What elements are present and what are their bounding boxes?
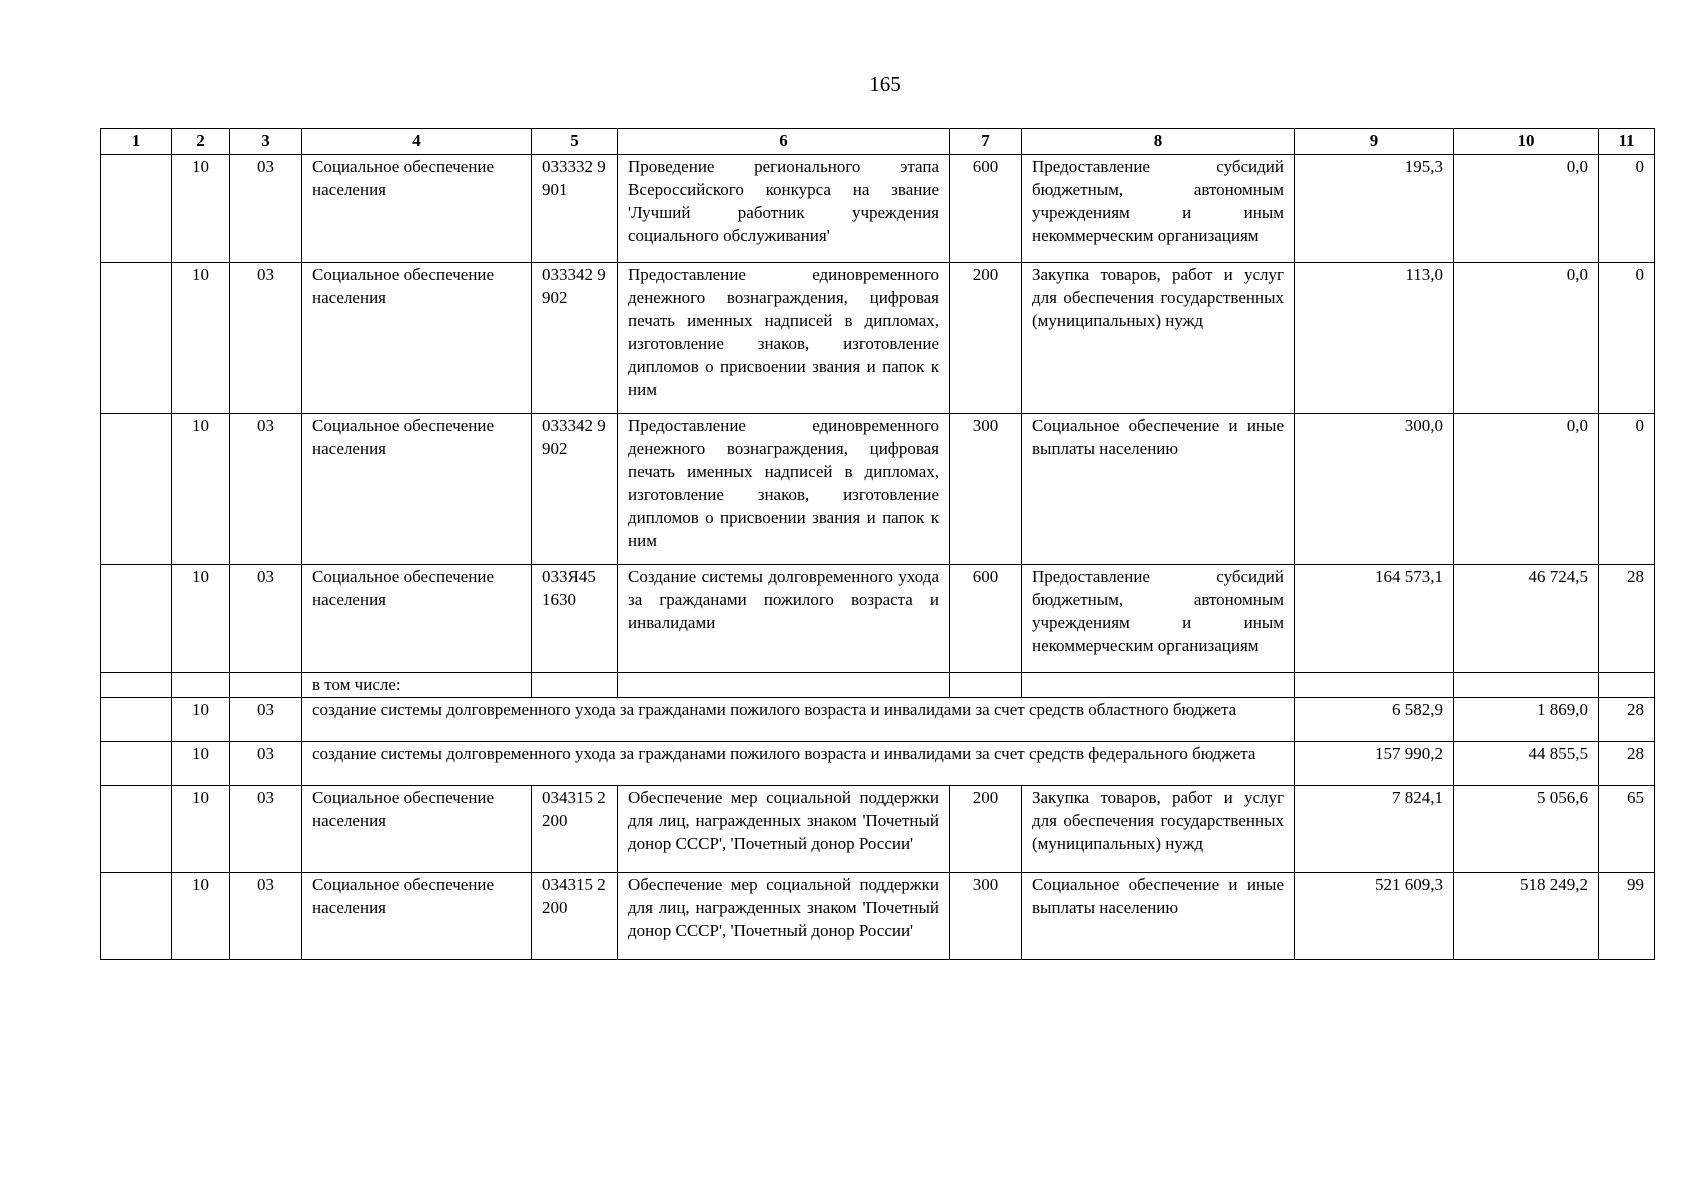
cell-executed-amount: 0,0 xyxy=(1454,155,1599,263)
cell-expense-type-name: Социальное обеспечение и иные выплаты населению xyxy=(1022,873,1295,960)
cell-subsection: 03 xyxy=(230,263,302,414)
table-row xyxy=(101,565,1655,673)
header-cell: 7 xyxy=(950,129,1022,155)
table-row xyxy=(101,873,1655,960)
cell-executed-amount: 518 249,2 xyxy=(1454,873,1599,960)
cell-expense-type-name: Закупка товаров, работ и услуг для обеспечения государственных (муниципальных) нужд xyxy=(1022,786,1295,873)
budget-table xyxy=(100,128,1655,960)
header-cell: 4 xyxy=(302,129,532,155)
cell-percent: 0 xyxy=(1599,414,1655,565)
cell-approved-amount: 6 582,9 xyxy=(1295,698,1454,742)
header-cell: 8 xyxy=(1022,129,1295,155)
cell-section: 10 xyxy=(172,742,230,786)
table-row xyxy=(101,155,1655,263)
cell-executed-amount xyxy=(1454,673,1599,698)
cell-percent xyxy=(1599,673,1655,698)
cell-subsection: 03 xyxy=(230,742,302,786)
header-cell: 11 xyxy=(1599,129,1655,155)
cell-approved-amount: 164 573,1 xyxy=(1295,565,1454,673)
header-cell: 2 xyxy=(172,129,230,155)
cell-target-name xyxy=(618,673,950,698)
cell-expense-type: 200 xyxy=(950,263,1022,414)
cell-expense-type-name: Закупка товаров, работ и услуг для обеспечения государственных (муниципальных) нужд xyxy=(1022,263,1295,414)
cell-section: 10 xyxy=(172,414,230,565)
cell-percent: 28 xyxy=(1599,698,1655,742)
cell-executed-amount: 1 869,0 xyxy=(1454,698,1599,742)
cell-executed-amount: 0,0 xyxy=(1454,414,1599,565)
cell-executed-amount: 46 724,5 xyxy=(1454,565,1599,673)
cell-approved-amount: 195,3 xyxy=(1295,155,1454,263)
cell-col1 xyxy=(101,698,172,742)
table-row xyxy=(101,263,1655,414)
cell-section: 10 xyxy=(172,698,230,742)
cell-section xyxy=(172,673,230,698)
table-row xyxy=(101,786,1655,873)
cell-target-code xyxy=(532,673,618,698)
cell-merged-description: создание системы долговременного ухода за гражданами пожилого возраста и инвалидами за счет средств федерального бюджета xyxy=(302,742,1295,786)
cell-target-code: 033332 9901 xyxy=(532,155,618,263)
cell-section: 10 xyxy=(172,786,230,873)
cell-target-code: 033342 9902 xyxy=(532,414,618,565)
cell-col1 xyxy=(101,565,172,673)
cell-executed-amount: 5 056,6 xyxy=(1454,786,1599,873)
cell-target-code: 034315 2200 xyxy=(532,873,618,960)
cell-section: 10 xyxy=(172,565,230,673)
cell-percent: 28 xyxy=(1599,742,1655,786)
cell-col1 xyxy=(101,742,172,786)
cell-percent: 28 xyxy=(1599,565,1655,673)
cell-percent: 99 xyxy=(1599,873,1655,960)
table-row xyxy=(101,742,1655,786)
header-cell: 9 xyxy=(1295,129,1454,155)
cell-col1 xyxy=(101,873,172,960)
cell-expense-type-name: Социальное обеспечение и иные выплаты населению xyxy=(1022,414,1295,565)
cell-percent: 0 xyxy=(1599,263,1655,414)
header-cell: 3 xyxy=(230,129,302,155)
cell-merged-description: создание системы долговременного ухода за гражданами пожилого возраста и инвалидами за счет средств областного бюджета xyxy=(302,698,1295,742)
cell-col1 xyxy=(101,786,172,873)
cell-col1 xyxy=(101,263,172,414)
table-header-row xyxy=(101,129,1655,155)
cell-section-name: Социальное обеспечение населения xyxy=(302,873,532,960)
table-row xyxy=(101,673,1655,698)
cell-target-code: 033342 9902 xyxy=(532,263,618,414)
cell-subsection: 03 xyxy=(230,873,302,960)
cell-executed-amount: 0,0 xyxy=(1454,263,1599,414)
cell-expense-type: 200 xyxy=(950,786,1022,873)
cell-subsection: 03 xyxy=(230,786,302,873)
cell-target-code: 033Я45 1630 xyxy=(532,565,618,673)
cell-expense-type xyxy=(950,673,1022,698)
cell-subsection: 03 xyxy=(230,414,302,565)
cell-target-name: Проведение регионального этапа Всероссийского конкурса на звание 'Лучший работник учреждения социального обслуживания' xyxy=(618,155,950,263)
table-row xyxy=(101,414,1655,565)
cell-expense-type: 600 xyxy=(950,565,1022,673)
cell-target-name: Обеспечение мер социальной поддержки для лиц, награжденных знаком 'Почетный донор СССР', 'Почетный донор России' xyxy=(618,873,950,960)
cell-percent: 65 xyxy=(1599,786,1655,873)
cell-section-name: Социальное обеспечение населения xyxy=(302,414,532,565)
header-cell: 5 xyxy=(532,129,618,155)
cell-subsection xyxy=(230,673,302,698)
cell-subsection: 03 xyxy=(230,155,302,263)
cell-section-name: Социальное обеспечение населения xyxy=(302,155,532,263)
header-cell: 1 xyxy=(101,129,172,155)
cell-approved-amount: 300,0 xyxy=(1295,414,1454,565)
table-row xyxy=(101,698,1655,742)
cell-subsection: 03 xyxy=(230,565,302,673)
cell-expense-type-name xyxy=(1022,673,1295,698)
header-cell: 10 xyxy=(1454,129,1599,155)
cell-expense-type: 300 xyxy=(950,873,1022,960)
cell-approved-amount xyxy=(1295,673,1454,698)
cell-section-name: в том числе: xyxy=(302,673,532,698)
cell-section: 10 xyxy=(172,263,230,414)
cell-target-name: Предоставление единовременного денежного вознаграждения, цифровая печать именных надписей в дипломах, изготовление знаков, изготовление дипломов о присвоении звания и папок к ним xyxy=(618,263,950,414)
cell-target-name: Предоставление единовременного денежного вознаграждения, цифровая печать именных надписей в дипломах, изготовление знаков, изготовление дипломов о присвоении звания и папок к ним xyxy=(618,414,950,565)
cell-section-name: Социальное обеспечение населения xyxy=(302,565,532,673)
cell-col1 xyxy=(101,673,172,698)
cell-approved-amount: 157 990,2 xyxy=(1295,742,1454,786)
cell-col1 xyxy=(101,155,172,263)
cell-expense-type: 300 xyxy=(950,414,1022,565)
cell-section-name: Социальное обеспечение населения xyxy=(302,786,532,873)
cell-target-name: Обеспечение мер социальной поддержки для лиц, награжденных знаком 'Почетный донор СССР', 'Почетный донор России' xyxy=(618,786,950,873)
page-number: 165 xyxy=(869,72,901,96)
cell-subsection: 03 xyxy=(230,698,302,742)
cell-target-name: Создание системы долговременного ухода за гражданами пожилого возраста и инвалидами xyxy=(618,565,950,673)
cell-target-code: 034315 2200 xyxy=(532,786,618,873)
cell-section: 10 xyxy=(172,155,230,263)
cell-percent: 0 xyxy=(1599,155,1655,263)
cell-approved-amount: 113,0 xyxy=(1295,263,1454,414)
cell-approved-amount: 521 609,3 xyxy=(1295,873,1454,960)
cell-executed-amount: 44 855,5 xyxy=(1454,742,1599,786)
cell-expense-type-name: Предоставление субсидий бюджетным, автономным учреждениям и иным некоммерческим организациям xyxy=(1022,155,1295,263)
header-cell: 6 xyxy=(618,129,950,155)
cell-approved-amount: 7 824,1 xyxy=(1295,786,1454,873)
cell-expense-type-name: Предоставление субсидий бюджетным, автономным учреждениям и иным некоммерческим организациям xyxy=(1022,565,1295,673)
cell-expense-type: 600 xyxy=(950,155,1022,263)
cell-section: 10 xyxy=(172,873,230,960)
cell-col1 xyxy=(101,414,172,565)
table-body xyxy=(101,155,1655,960)
cell-section-name: Социальное обеспечение населения xyxy=(302,263,532,414)
